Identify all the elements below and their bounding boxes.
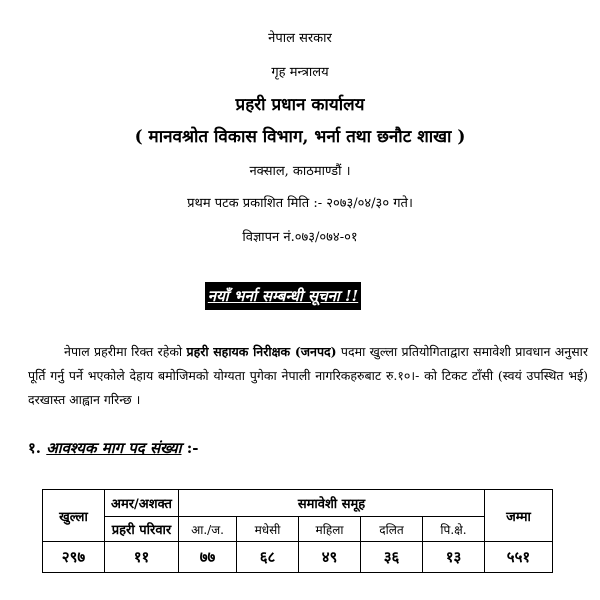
- section-title: आवश्यक माग पद संख्या: [46, 439, 182, 457]
- government-name: नेपाल सरकार: [268, 31, 332, 46]
- value-madhesi: ६८: [237, 542, 299, 573]
- table-row: [43, 542, 553, 573]
- notice-title: नयाँ भर्ना सम्बन्धी सूचना !!: [207, 287, 359, 305]
- department-name: ( मानवश्रोत विकास विभाग, भर्ना तथा छनौट शाखा ): [134, 127, 466, 147]
- body-text-part2: पदमा खुल्ला प्रतियोगिताद्वारा समावेशी प्रावधान अनुसार पूर्ति गर्नु पर्ने भएकोले देहाय बमोजिमको योग्यता पुगेका नेपाली नागरिकहरुबाट रु.१०।- को टिकट टाँसी (स्वयं उपस्थित भई) दरखास्त आह्वान गरिन्छ ।: [28, 344, 588, 407]
- value-open: २९७: [43, 542, 105, 573]
- header-martyr-family-line2: प्रहरी परिवार: [105, 517, 179, 542]
- section-suffix: :-: [181, 439, 199, 457]
- header-open: खुल्ला: [43, 490, 105, 542]
- value-martyr-family: ११: [105, 542, 179, 573]
- header-madhesi: मधेसी: [237, 517, 299, 542]
- value-indigenous: ७७: [179, 542, 237, 573]
- publish-date: प्रथम पटक प्रकाशित मिति :- २०७३/०४/३० गते।: [187, 196, 413, 211]
- notice-body-paragraph: [28, 340, 588, 412]
- section-number: १.: [28, 439, 42, 457]
- office-name: प्रहरी प्रधान कार्यालय: [235, 95, 365, 115]
- office-location: नक्साल, काठमाण्डौं ।: [249, 164, 351, 179]
- header-indigenous: आ./ज.: [179, 517, 237, 542]
- body-text-part1: नेपाल प्रहरीमा रिक्त रहेको: [64, 344, 187, 359]
- value-total: ५५१: [485, 542, 553, 573]
- post-name: प्रहरी सहायक निरीक्षक (जनपद): [186, 344, 337, 359]
- header-total: जम्मा: [485, 490, 553, 542]
- value-dalit: ३६: [361, 542, 423, 573]
- notice-title-banner: [205, 282, 361, 310]
- vacancy-table: [42, 489, 553, 573]
- header-inclusive-group: समावेशी समूह: [179, 490, 485, 517]
- value-women: ४९: [299, 542, 361, 573]
- header-dalit: दलित: [361, 517, 423, 542]
- ministry-name: गृह मन्त्रालय: [271, 65, 329, 80]
- header-women: महिला: [299, 517, 361, 542]
- value-backward-region: १३: [423, 542, 485, 573]
- header-backward-region: पि.क्षे.: [423, 517, 485, 542]
- header-martyr-family-line1: अमर/अशक्त: [105, 490, 179, 517]
- advertisement-number: विज्ञापन नं.०७३/०७४-०१: [242, 230, 358, 245]
- section-heading: [28, 438, 198, 458]
